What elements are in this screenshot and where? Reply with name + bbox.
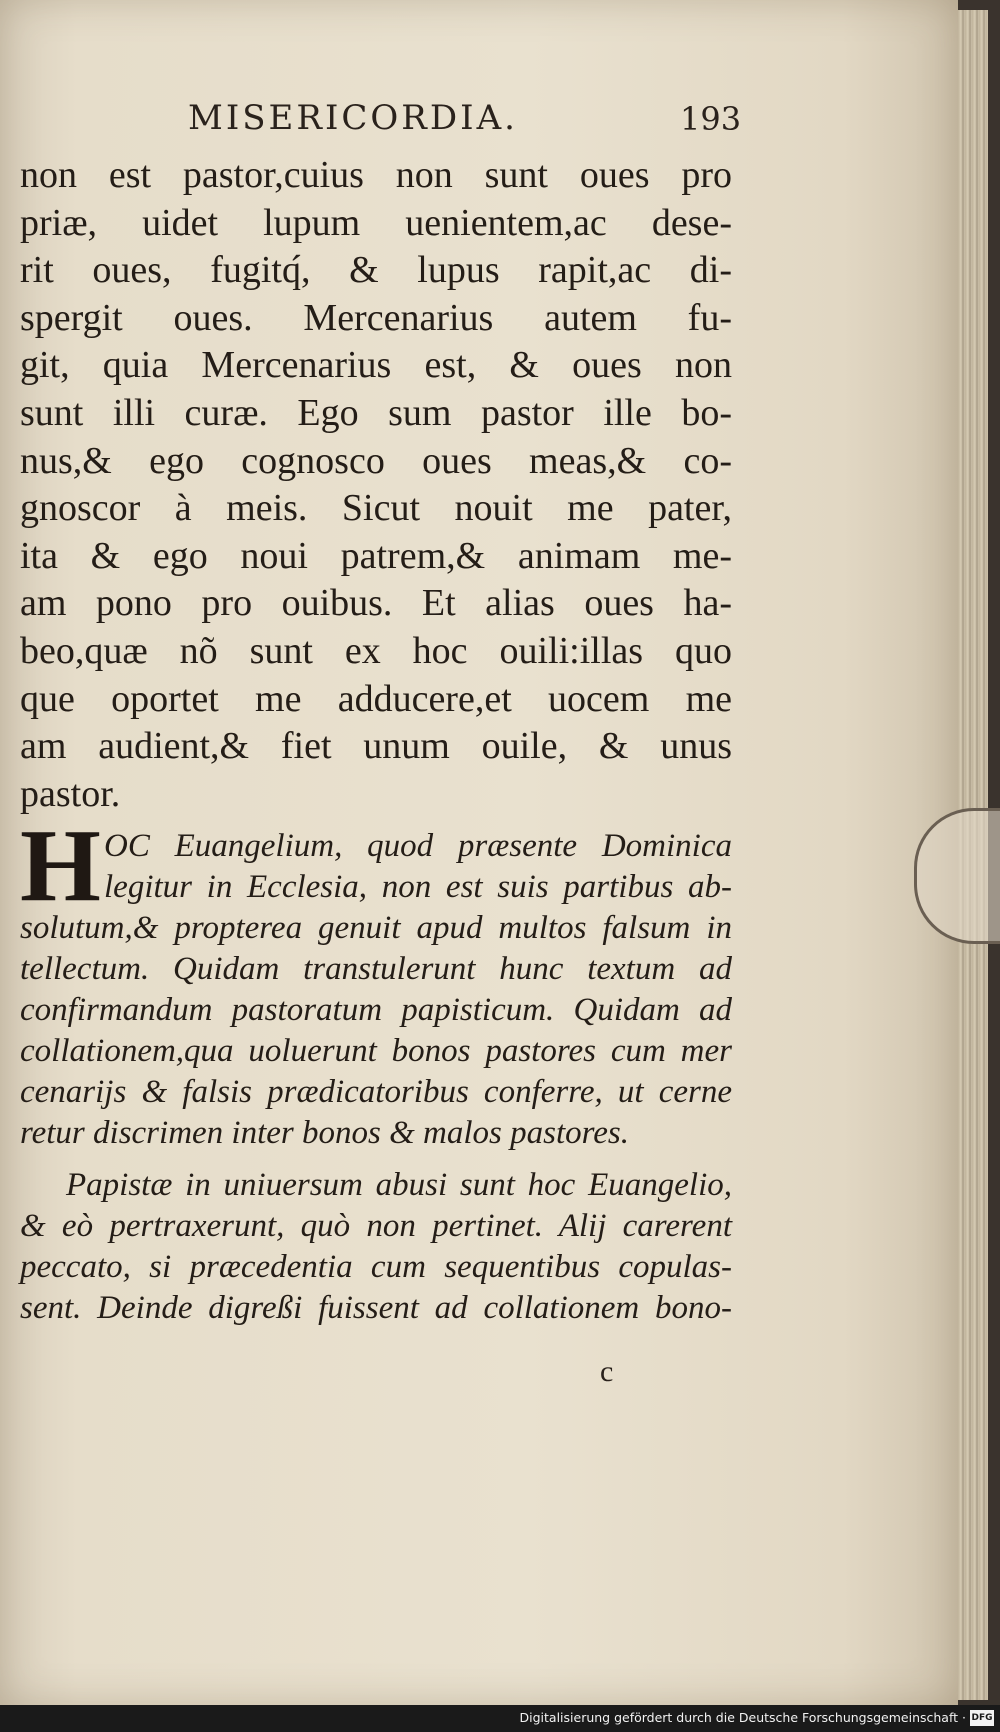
text-line: priæ, uidet lupum uenientem,ac dese- bbox=[20, 201, 732, 244]
signature-mark: c bbox=[600, 1355, 614, 1388]
page-number: 193 bbox=[680, 100, 742, 138]
text-line: non est pastor,cuius non sunt oues pro bbox=[20, 154, 732, 196]
page-header bbox=[188, 98, 742, 138]
running-title: MISERICORDIA. bbox=[188, 98, 518, 138]
drop-cap: H bbox=[20, 808, 101, 923]
commentary-paragraph-2 bbox=[20, 1165, 732, 1329]
text-line: ita & ego noui patrem,& animam me- bbox=[20, 534, 732, 577]
text-line: confirmandum pastoratum papisticum. Quidam ad bbox=[20, 992, 732, 1028]
text-line: tellectum. Quidam transtulerunt hunc textum ad bbox=[20, 951, 732, 987]
footer-bar bbox=[0, 1705, 1000, 1732]
text-line: nus,& ego cognosco oues meas,& co- bbox=[20, 439, 732, 482]
text-line: gnoscor à meis. Sicut nouit me pater, bbox=[20, 487, 732, 530]
text-line: peccato, si præcedentia cum sequentibus copulas- bbox=[20, 1249, 732, 1285]
text-line: collationem,qua uoluerunt bonos pastores cum mer bbox=[20, 1033, 732, 1069]
text-line: OC Euangelium, quod præsente Dominica bbox=[104, 828, 732, 864]
commentary-paragraph-1 bbox=[20, 826, 732, 1154]
text-line: cenarijs & falsis prædicatoribus conferre, ut cerne bbox=[20, 1074, 732, 1110]
text-line: am pono pro ouibus. Et alias oues ha- bbox=[20, 582, 732, 625]
text-line: que oportet me adducere,et uocem me bbox=[20, 677, 732, 720]
text-line: & eò pertraxerunt, quò non pertinet. Alij carerent bbox=[20, 1208, 732, 1244]
text-line: Papistæ in uniuersum abusi sunt hoc Euangelio, bbox=[66, 1167, 732, 1203]
text-line: retur discrimen inter bonos & malos pastores. bbox=[20, 1115, 629, 1151]
text-line: legitur in Ecclesia, non est suis partibus ab- bbox=[104, 869, 732, 905]
text-line: pastor. bbox=[20, 772, 121, 815]
text-line: solutum,& propterea genuit apud multos falsum in bbox=[20, 910, 732, 946]
text-line: git, quia Mercenarius est, & oues non bbox=[20, 344, 732, 387]
gospel-text bbox=[20, 152, 732, 818]
text-line: am audient,& fiet unum ouile, & unus bbox=[20, 725, 732, 768]
dfg-logo: DFG bbox=[970, 1710, 994, 1726]
text-line: sent. Deinde digreßi fuissent ad collationem bono- bbox=[20, 1290, 732, 1326]
text-line: spergit oues. Mercenarius autem fu- bbox=[20, 296, 732, 339]
text-line: sunt illi curæ. Ego sum pastor ille bo- bbox=[20, 391, 732, 434]
funding-credit: Digitalisierung gefördert durch die Deutsche Forschungsgemeinschaft · bbox=[519, 1710, 966, 1725]
text-line: rit oues, fugitq́, & lupus rapit,ac di- bbox=[20, 249, 732, 292]
text-line: beo,quæ nõ sunt ex hoc ouili:illas quo bbox=[20, 629, 732, 672]
